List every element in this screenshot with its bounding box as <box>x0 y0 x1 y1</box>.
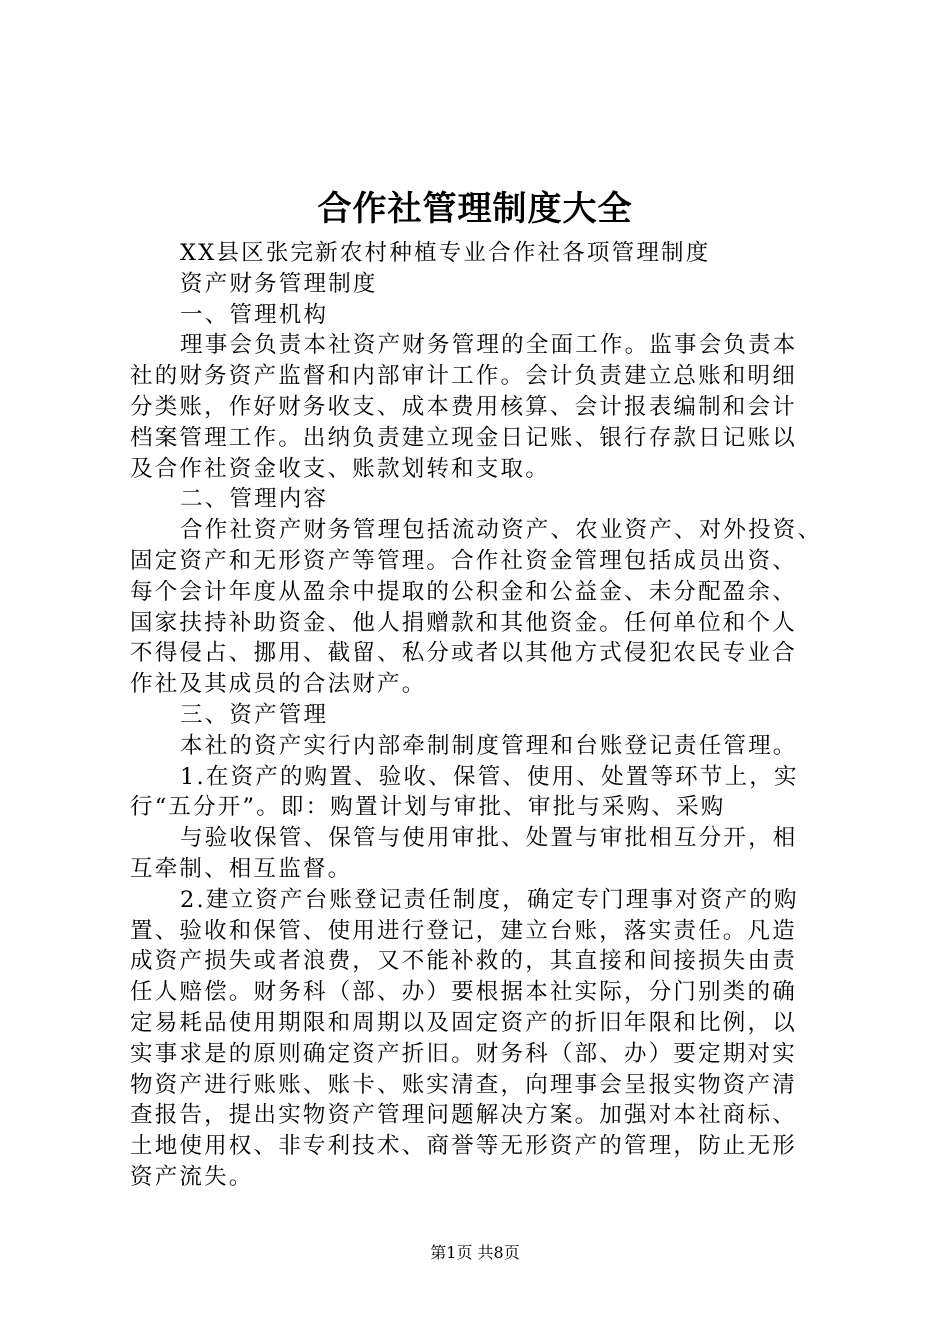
text-line: 行“五分开”。即：购置计划与审批、审批与采购、采购 <box>130 794 726 821</box>
text-line: 合作社资产财务管理包括流动资产、农业资产、对外投资、 <box>180 517 823 544</box>
text-line: 及合作社资金收支、账款划转和支取。 <box>130 455 550 482</box>
text-line: 每个会计年度从盈余中提取的公积金和公益金、未分配盈余、 <box>130 578 797 605</box>
text-line: 本社的资产实行内部牵制制度管理和台账登记责任管理。 <box>180 732 798 759</box>
text-line: 一、管理机构 <box>180 301 329 328</box>
text-line: 三、资产管理 <box>180 701 329 728</box>
text-line: 资产流失。 <box>130 1163 254 1190</box>
text-line: 国家扶持补助资金、他人捐赠款和其他资金。任何单位和个人 <box>130 609 797 636</box>
document-body <box>130 238 852 1193</box>
text-line: 查报告，提出实物资产管理问题解决方案。加强对本社商标、 <box>130 1102 797 1129</box>
text-line: 与验收保管、保管与使用审批、处置与审批相互分开，相 <box>180 825 798 852</box>
text-line: 资产财务管理制度 <box>180 270 378 297</box>
text-line: 互牵制、相互监督。 <box>130 855 353 882</box>
text-line: 1.在资产的购置、验收、保管、使用、处置等环节上，实 <box>180 763 799 790</box>
text-line: 置、验收和保管、使用进行登记，建立台账，落实责任。凡造 <box>130 917 797 944</box>
text-line: 理事会负责本社资产财务管理的全面工作。监事会负责本 <box>180 332 798 359</box>
text-line: XX县区张完新农村种植专业合作社各项管理制度 <box>180 240 711 266</box>
text-line: 实事求是的原则确定资产折旧。财务科（部、办）要定期对实 <box>130 1040 797 1067</box>
text-line: 2.建立资产台账登记责任制度，确定专门理事对资产的购 <box>180 886 799 913</box>
text-line: 物资产进行账账、账卡、账实清查，向理事会呈报实物资产清 <box>130 1071 797 1098</box>
text-line: 社的财务资产监督和内部审计工作。会计负责建立总账和明细 <box>130 363 797 390</box>
text-line: 任人赔偿。财务科（部、办）要根据本社实际，分门别类的确 <box>130 979 797 1006</box>
text-line: 成资产损失或者浪费，又不能补救的，其直接和间接损失由责 <box>130 948 797 975</box>
text-line: 不得侵占、挪用、截留、私分或者以其他方式侵犯农民专业合 <box>130 640 797 667</box>
text-line: 档案管理工作。出纳负责建立现金日记账、银行存款日记账以 <box>130 424 797 451</box>
text-line: 固定资产和无形资产等管理。合作社资金管理包括成员出资、 <box>130 547 797 574</box>
text-line: 定易耗品使用期限和周期以及固定资产的折旧年限和比例，以 <box>130 1009 797 1036</box>
page-footer: 第1页 共8页 <box>430 1243 520 1262</box>
text-line: 作社及其成员的合法财产。 <box>130 671 427 698</box>
text-line: 土地使用权、非专利技术、商誉等无形资产的管理，防止无形 <box>130 1133 797 1160</box>
text-line: 二、管理内容 <box>180 486 329 513</box>
text-line: 分类账，作好财务收支、成本费用核算、会计报表编制和会计 <box>130 393 797 420</box>
page-title: 合作社管理制度大全 <box>317 189 633 229</box>
